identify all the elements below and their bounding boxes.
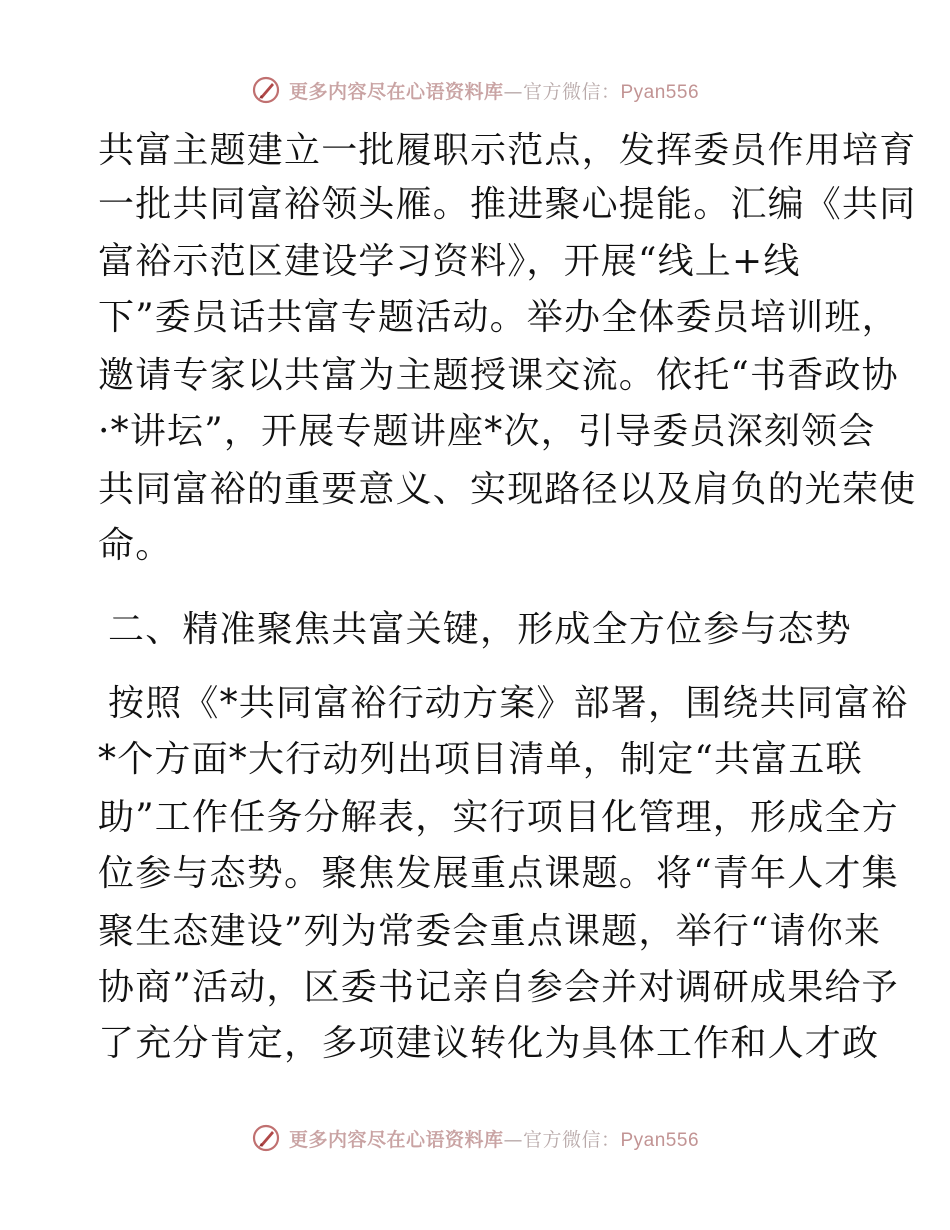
- paragraph-line: 下”委员话共富专题活动。举办全体委员培训班，: [98, 297, 899, 338]
- footer-watermark: [0, 1118, 950, 1158]
- paragraph-line: 命。: [98, 525, 173, 566]
- watermark-main: 更多内容尽在心语资料库: [288, 1128, 504, 1151]
- quill-logo-icon: [251, 1123, 281, 1153]
- paragraph-line: 一批共同富裕领头雁。推进聚心提能。汇编《共同: [98, 184, 917, 225]
- watermark-separator: —: [503, 80, 523, 103]
- watermark-wechat-id: Pyan556: [620, 1129, 700, 1151]
- watermark-wechat-id: Pyan556: [620, 81, 700, 103]
- paragraph-line: 共同富裕的重要意义、实现路径以及肩负的光荣使: [98, 469, 917, 510]
- paragraph-line: 助”工作任务分解表，实行项目化管理，形成全方: [98, 797, 899, 838]
- watermark-text: [289, 77, 699, 104]
- paragraph-line: 协商”活动，区委书记亲自参会并对调研成果给予: [98, 967, 899, 1008]
- paragraph-line: 邀请专家以共富为主题授课交流。依托“书香政协: [98, 355, 899, 396]
- paragraph-line: 按照《*共同富裕行动方案》部署，围绕共同富裕: [108, 683, 909, 724]
- paragraph-line: 共富主题建立一批履职示范点，发挥委员作用培育: [98, 130, 917, 171]
- header-watermark: [0, 70, 950, 110]
- watermark-wechat-label: 官方微信：: [522, 1128, 621, 1151]
- quill-logo-icon: [251, 75, 281, 105]
- paragraph-line: *个方面*大行动列出项目清单，制定“共富五联: [98, 739, 863, 780]
- watermark-wechat-label: 官方微信：: [522, 80, 621, 103]
- watermark-main: 更多内容尽在心语资料库: [288, 80, 504, 103]
- paragraph-line: 位参与态势。聚焦发展重点课题。将“青年人才集: [98, 853, 899, 894]
- section-heading: 二、精准聚焦共富关键，形成全方位参与态势: [108, 609, 853, 650]
- paragraph-line: 富裕示范区建设学习资料》，开展“线上+线: [98, 241, 801, 282]
- paragraph-line: 了充分肯定，多项建议转化为具体工作和人才政: [98, 1023, 880, 1064]
- paragraph-line: ·*讲坛”，开展专题讲座*次，引导委员深刻领会: [98, 411, 876, 452]
- watermark-separator: —: [503, 1128, 523, 1151]
- paragraph-line: 聚生态建设”列为常委会重点课题，举行“请你来: [98, 911, 882, 952]
- watermark-text: [289, 1125, 699, 1152]
